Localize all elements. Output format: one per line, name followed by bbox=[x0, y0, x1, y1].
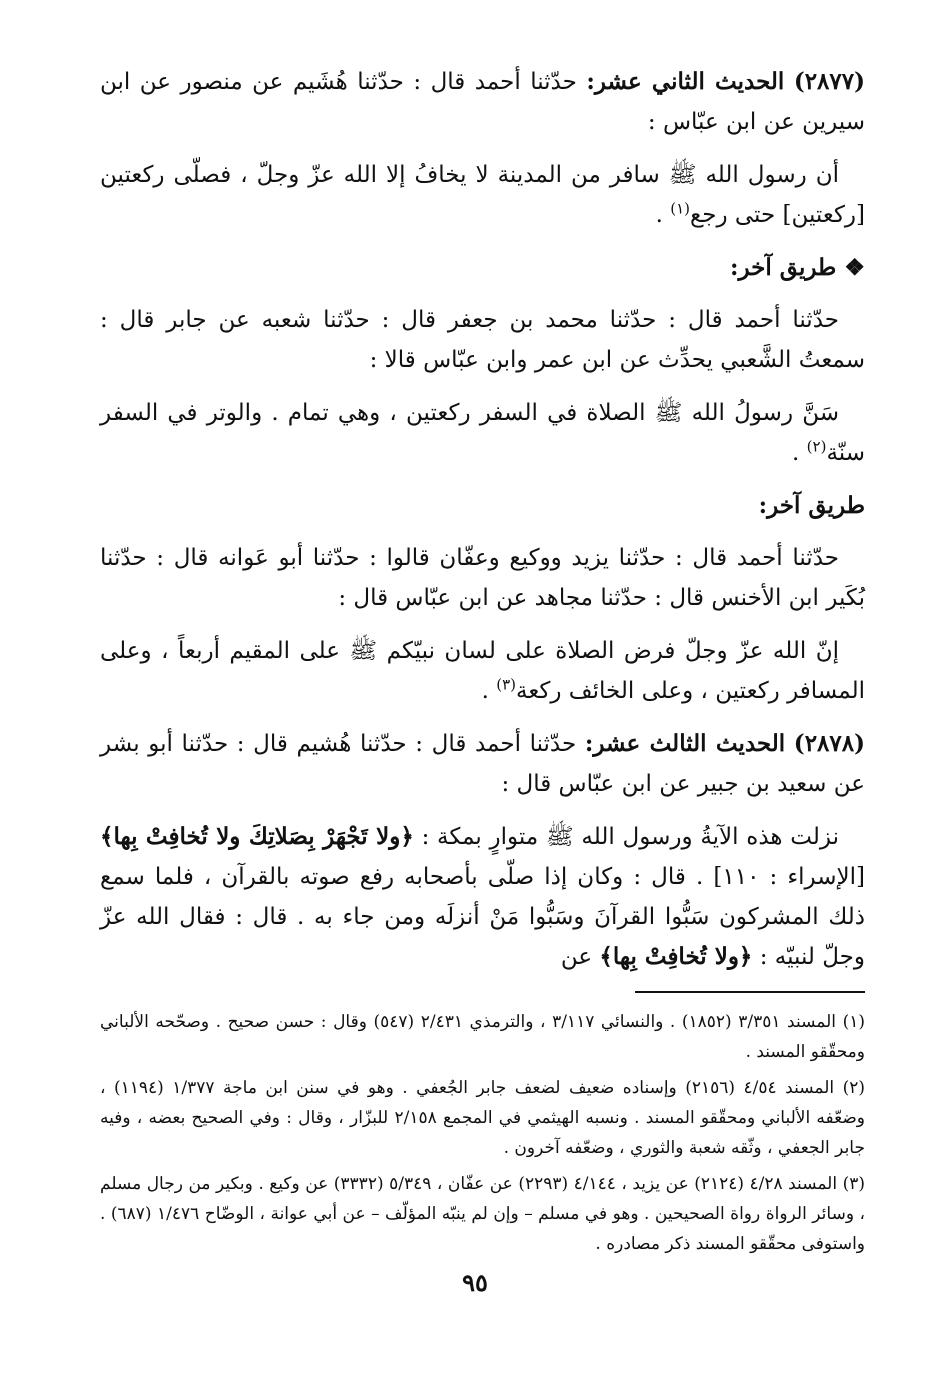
hadith-2878-matn bbox=[100, 817, 865, 977]
matn-text: نزلت هذه الآيةُ ورسول الله ﷺ متوارٍ بمكة : bbox=[413, 824, 839, 850]
footnote-text: المسند ٤/٥٤ (٢١٥٦) وإسناده ضعيف لضعف جابر الجُعفي . وهو في سنن ابن ماجة ١/٣٧٧ (١١٩٤) ، وضعّفه الألباني ومحقّقو المسند . ونسبه الهيثمي في المجمع ٢/١٥٨ للبزّار ، وقال : وفي الصحيح بعضه ، وفيه جابر الجعفي ، وثّقه شعبة والثوري ، وضعّفه آخرون . bbox=[100, 1078, 865, 1158]
footnote-number: (١) bbox=[842, 1012, 865, 1032]
footnote-number: (٢) bbox=[842, 1078, 866, 1098]
matn-text: سَنَّ رسولُ الله ﷺ الصلاة في السفر ركعتين ، وهي تمام . والوتر في السفر سنّة bbox=[100, 400, 865, 466]
footnote-ref-1[interactable]: (١) bbox=[670, 199, 690, 218]
hadith-number: (٢٨٧٨) bbox=[793, 730, 865, 757]
page-body bbox=[100, 62, 865, 1265]
isnad-text: حدّثنا أحمد قال : حدّثنا هُشيم قال : حدّثنا أبو بشر عن سعيد بن جبير عن ابن عبّاس قال : bbox=[100, 731, 865, 797]
matn-end: . bbox=[481, 678, 497, 704]
route-heading-2: طريق آخر: bbox=[758, 492, 865, 519]
hadith-title: الحديث الثاني عشر: bbox=[586, 68, 785, 95]
footnote-text: المسند ٣/٣٥١ (١٨٥٢) . والنسائي ٣/١١٧ ، والترمذي ٢/٤٣١ (٥٤٧) وقال : حسن صحيح . وصحّحه الألباني ومحقّقو المسند . bbox=[100, 1012, 865, 1062]
route-heading-1: ❖ طريق آخر: bbox=[729, 254, 865, 281]
route-1-matn bbox=[100, 393, 865, 473]
footnote-divider bbox=[635, 991, 865, 993]
matn-text: عن bbox=[560, 944, 600, 970]
matn-text: [الإسراء : ١١٠] . قال : وكان إذا صلّى بأصحابه رفع صوته بالقرآن ، فلما سمع ذلك المشركون سَبُّوا القرآنَ وسَبُّوا مَنْ أنزلَه ومن جاء به . قال : فقال الله عزّ وجلّ لنبيّه : bbox=[100, 864, 865, 970]
route-2-isnad: حدّثنا أحمد قال : حدّثنا يزيد ووكيع وعفّان قالوا : حدّثنا أبو عَوانه قال : حدّثنا بُكَير ابن الأخنس قال : حدّثنا مجاهد عن ابن عبّاس قال : bbox=[100, 545, 865, 611]
hadith-title: الحديث الثالث عشر: bbox=[584, 730, 786, 757]
footnote-text: المسند ٤/٢٨ (٢١٢٤) عن يزيد ، ٤/١٤٤ (٢٢٩٣) عن عفّان ، ٥/٣٤٩ (٣٣٣٢) عن وكيع . وبكير من رجال مسلم ، وسائر الرواة رواة الصحيحين . وهو في مسلم – وإن لم ينبّه المؤلّف – عن أبي عوانة ، الوضّاح ١/٤٧٦ (٦٨٧) . واستوفى محقّقو المسند ذكر مصادره . bbox=[100, 1174, 865, 1254]
footnote-1 bbox=[100, 1007, 865, 1067]
hadith-2878-isnad bbox=[100, 724, 865, 804]
hadith-2877-isnad bbox=[100, 62, 865, 142]
route-1-isnad: حدّثنا أحمد قال : حدّثنا محمد بن جعفر قال : حدّثنا شعبه عن جابر قال : سمعتُ الشَّعبي يحدِّث عن ابن عمر وابن عبّاس قالا : bbox=[100, 307, 865, 373]
hadith-2877-matn bbox=[100, 155, 865, 235]
page-number: ٩٥ bbox=[462, 1268, 488, 1297]
matn-end: . bbox=[792, 440, 807, 466]
footnotes bbox=[100, 1007, 865, 1259]
footnote-ref-2[interactable]: (٢) bbox=[806, 437, 827, 456]
matn-end: . bbox=[655, 202, 671, 228]
route-2-matn bbox=[100, 631, 865, 711]
hadith-number: (٢٨٧٧) bbox=[793, 68, 866, 95]
matn-text: أن رسول الله ﷺ سافر من المدينة لا يخافُ إلا الله عزّ وجلّ ، فصلّى ركعتين [ركعتين] حتى رجع bbox=[100, 162, 865, 228]
isnad-text: حدّثنا أحمد قال : حدّثنا هُشَيم عن منصور عن ابن سيرين عن ابن عبّاس : bbox=[100, 69, 865, 135]
quran-verse: ﴿ولا تُخافِتْ بِها﴾ bbox=[599, 943, 753, 970]
footnote-ref-3[interactable]: (٣) bbox=[496, 675, 516, 694]
footnote-3 bbox=[100, 1169, 865, 1259]
footnote-2 bbox=[100, 1073, 865, 1163]
footnote-number: (٣) bbox=[842, 1174, 866, 1194]
matn-text: إنّ الله عزّ وجلّ فرض الصلاة على لسان نبيّكم ﷺ على المقيم أربعاً ، وعلى المسافر ركعتين ، وعلى الخائف ركعة bbox=[100, 638, 865, 704]
quran-verse: ﴿ولا تَجْهَرْ بِصَلاتِكَ ولا تُخافِتْ بِها﴾ bbox=[100, 823, 414, 850]
